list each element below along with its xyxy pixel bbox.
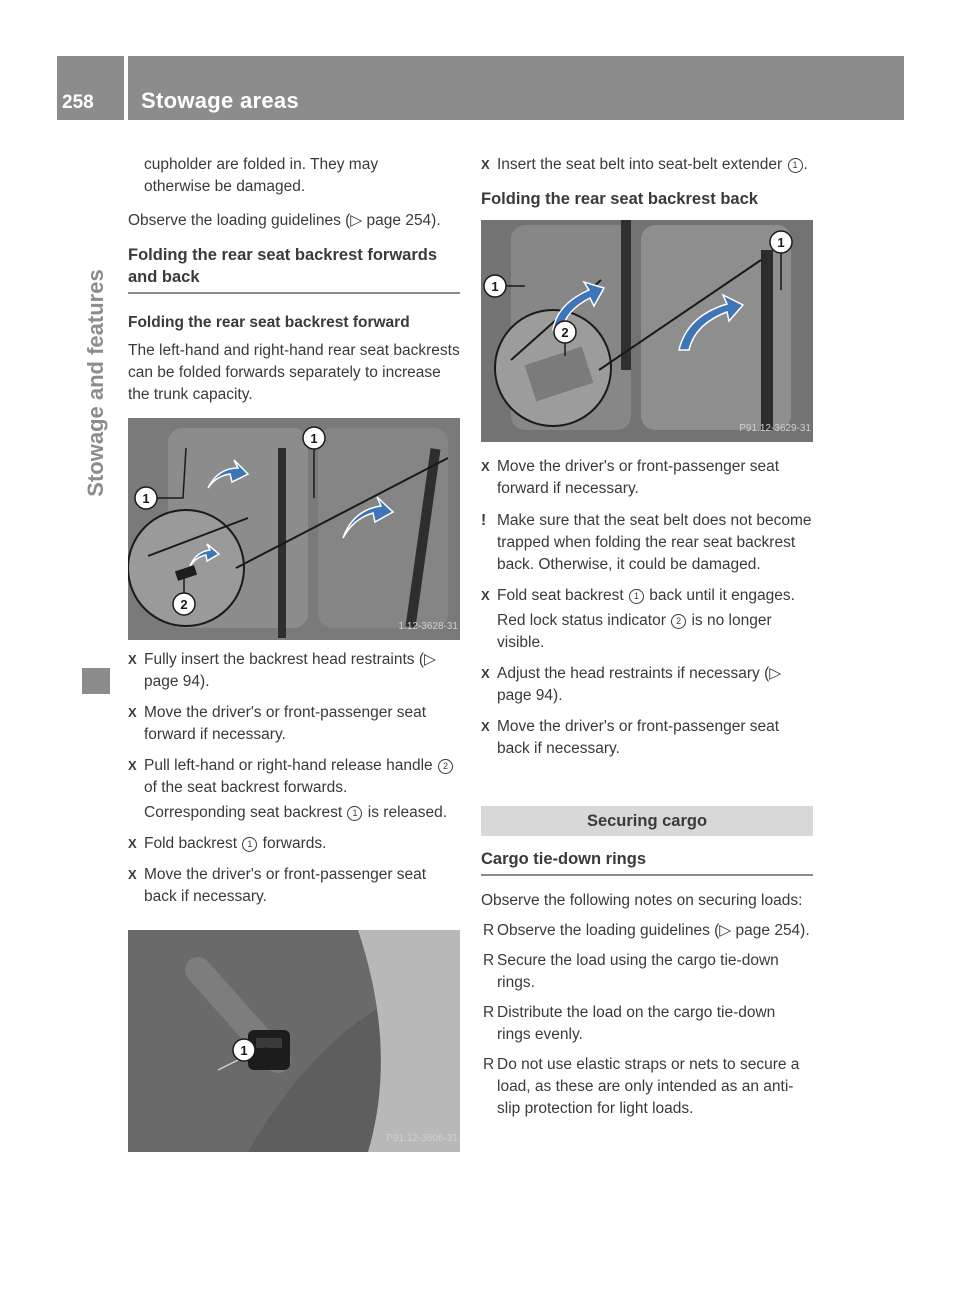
callout-1-top: 1 xyxy=(777,235,785,250)
step-text: Move the driver's or front-passenger seat back if necessary. xyxy=(144,866,427,905)
heading-fold-back: Folding the rear seat backrest back xyxy=(481,190,758,208)
heading-cargo-tie-down: Cargo tie-down rings xyxy=(481,848,813,876)
side-tab xyxy=(82,128,110,638)
step-text: Adjust the head restraints if necessary (▷ page 94). xyxy=(497,665,782,704)
figure-code: P91.12-3606-31 xyxy=(386,1133,458,1144)
section-title: Stowage areas xyxy=(141,88,299,113)
step-text: Move the driver's or front-passenger seat forward if necessary. xyxy=(497,458,780,497)
bullet-marker: R xyxy=(483,1056,495,1073)
step-text: of the seat backrest forwards. xyxy=(144,779,348,796)
step-move-seat-back xyxy=(128,864,460,908)
callout-1-inline: 1 xyxy=(629,589,644,604)
backrest-release-photo xyxy=(128,418,460,640)
callout-1-inline: 1 xyxy=(347,806,362,821)
bullet-loading-guidelines xyxy=(481,920,813,942)
step-text: Red lock status indicator xyxy=(497,612,666,629)
callout-2: 2 xyxy=(561,325,569,340)
step-marker: X xyxy=(128,705,137,720)
bullet-secure-load xyxy=(481,950,813,994)
step-marker: X xyxy=(128,758,137,773)
bullet-distribute-load xyxy=(481,1002,813,1046)
bullet-marker: R xyxy=(483,1004,495,1021)
bullet-no-elastic-straps xyxy=(481,1054,813,1120)
step-insert-head-restraints xyxy=(128,649,460,693)
step-text: is no longer visible. xyxy=(497,612,772,651)
bullet-text: Observe the loading guidelines (▷ page 254). xyxy=(497,922,810,939)
step-text: Fold seat backrest xyxy=(497,587,624,604)
step-marker: X xyxy=(128,652,137,667)
figure-belt-extender xyxy=(128,930,460,1152)
callout-2: 2 xyxy=(180,597,188,612)
header-separator xyxy=(124,56,128,120)
step-text: Move the driver's or front-passenger seat forward if necessary. xyxy=(144,704,427,743)
heading-folding-rear-seat: Folding the rear seat backrest forwards and back xyxy=(128,244,460,294)
callout-1-inline: 1 xyxy=(788,158,803,173)
bullet-marker: R xyxy=(483,952,495,969)
step-insert-belt xyxy=(481,154,813,176)
step-text: forwards. xyxy=(262,835,327,852)
step-text: is released. xyxy=(367,804,448,821)
step-text: Corresponding seat backrest xyxy=(144,804,343,821)
step-text: Insert the seat belt into seat-belt extender xyxy=(497,156,783,173)
belt-extender-photo xyxy=(128,930,460,1152)
warning-text: Make sure that the seat belt does not become trapped when folding the rear seat backrest back. Otherwise, it could be damaged. xyxy=(497,512,812,573)
bullet-text: Distribute the load on the cargo tie-down rings evenly. xyxy=(497,1004,776,1043)
page-number: 258 xyxy=(62,92,94,113)
left-column xyxy=(128,154,460,1152)
figure-backrest-release xyxy=(128,418,460,640)
figure-code: 1.12-3628-31 xyxy=(398,621,458,632)
step-marker: X xyxy=(481,719,490,734)
callout-2-inline: 2 xyxy=(671,614,686,629)
callout-2-inline: 2 xyxy=(438,759,453,774)
step-fold-seat-back xyxy=(481,585,813,654)
warning-marker: ! xyxy=(481,512,487,529)
step-marker: X xyxy=(481,666,490,681)
warning-seat-belt xyxy=(481,510,813,576)
subheading-fold-forward: Folding the rear seat backrest forward xyxy=(128,314,410,331)
step-text: Fold backrest xyxy=(144,835,238,852)
step-text: back until it engages. xyxy=(649,587,795,604)
step-text: Pull left-hand or right-hand release handle xyxy=(144,757,433,774)
step-move-seat-back-2 xyxy=(481,716,813,760)
bullet-text: Secure the load using the cargo tie-down rings. xyxy=(497,952,779,991)
bullet-text: Do not use elastic straps or nets to secure a load, as these are only intended as an anti-slip protection for light loads. xyxy=(497,1056,800,1117)
callout-1-top: 1 xyxy=(310,431,318,446)
step-marker: X xyxy=(128,836,137,851)
callout-1-inline: 1 xyxy=(242,837,257,852)
step-marker: X xyxy=(481,157,490,172)
intro-paragraph: The left-hand and right-hand rear seat backrests can be folded forwards separately to increase the trunk capacity. xyxy=(128,342,460,403)
step-text: . xyxy=(803,156,808,173)
bullet-marker: R xyxy=(483,922,495,939)
callout-1-left: 1 xyxy=(491,279,499,294)
side-tab-label: Stowage and features xyxy=(83,269,108,497)
step-adjust-head-restraints xyxy=(481,663,813,707)
side-tab-marker xyxy=(82,668,110,694)
step-pull-release-handle xyxy=(128,755,460,824)
notes-intro: Observe the following notes on securing loads: xyxy=(481,892,803,909)
step-marker: X xyxy=(481,588,490,603)
step-move-seat-forward xyxy=(128,702,460,746)
step-move-seat-forward-2 xyxy=(481,456,813,500)
continued-text-line-1: cupholder are folded in. They may xyxy=(144,156,379,173)
backrest-back-photo xyxy=(481,220,813,442)
step-text: Move the driver's or front-passenger seat back if necessary. xyxy=(497,718,780,757)
continued-text-line-2: otherwise be damaged. xyxy=(144,178,306,195)
step-marker: X xyxy=(128,867,137,882)
figure-code: P91.12-3629-31 xyxy=(739,423,811,434)
figure-backrest-back xyxy=(481,220,813,442)
right-column xyxy=(481,154,813,1120)
loading-guidelines-ref: Observe the loading guidelines (▷ page 254). xyxy=(128,212,441,229)
callout-1: 1 xyxy=(240,1043,248,1058)
step-text: Fully insert the backrest head restraints (▷ page 94). xyxy=(144,651,436,690)
step-fold-backrest xyxy=(128,833,460,855)
callout-1-left: 1 xyxy=(142,491,150,506)
step-marker: X xyxy=(481,459,490,474)
section-bar-securing-cargo: Securing cargo xyxy=(481,806,813,836)
